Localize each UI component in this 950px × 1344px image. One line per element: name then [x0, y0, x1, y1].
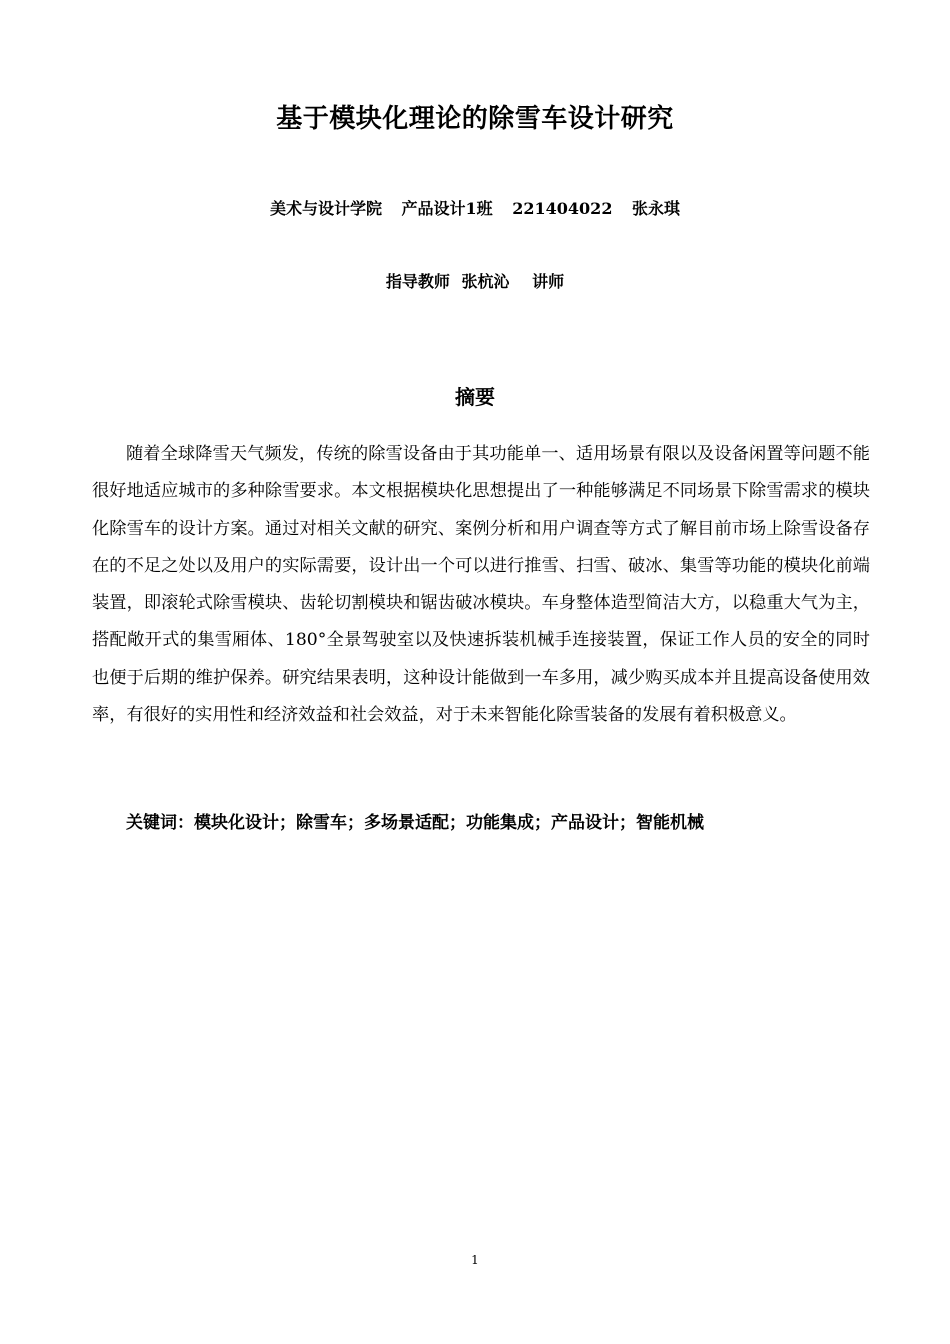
- keywords-line: 关键词：模块化设计；除雪车；多场景适配；功能集成；产品设计；智能机械: [126, 813, 704, 833]
- advisor-label: 指导教师: [385, 272, 450, 291]
- author-college: 美术与设计学院: [269, 199, 382, 218]
- author-line: [0, 196, 950, 219]
- advisor-line: [0, 269, 950, 292]
- paper-title: 基于模块化理论的除雪车设计研究: [276, 104, 674, 134]
- abstract-heading: 摘要: [455, 385, 495, 409]
- abstract-body: 随着全球降雪天气频发，传统的除雪设备由于其功能单一、适用场景有限以及设备闲置等问题不能很好地适应城市的多种除雪要求。本文根据模块化思想提出了一种能够满足不同场景下除雪需求的模块化除雪车的设计方案。通过对相关文献的研究、案例分析和用户调查等方式了解目前市场上除雪设备存在的不足之处以及用户的实际需要，设计出一个可以进行推雪、扫雪、破冰、集雪等功能的模块化前端装置，即滚轮式除雪模块、齿轮切割模块和锯齿破冰模块。车身整体造型简洁大方，以稳重大气为主，搭配敞开式的集雪厢体、180°全景驾驶室以及快速拆装机械手连接装置，保证工作人员的安全的同时也便于后期的维护保养。研究结果表明，这种设计能做到一车多用，减少购买成本并且提高设备使用效率，有很好的实用性和经济效益和社会效益，对于未来智能化除雪装备的发展有着积极意义。: [92, 444, 870, 726]
- author-name: 张永琪: [632, 199, 681, 218]
- author-class: 产品设计1班: [401, 199, 493, 218]
- advisor-name: 张杭沁: [461, 272, 510, 291]
- advisor-rank: 讲师: [532, 272, 565, 291]
- page-number: 1: [471, 1253, 479, 1267]
- author-student-id: 221404022: [512, 199, 613, 218]
